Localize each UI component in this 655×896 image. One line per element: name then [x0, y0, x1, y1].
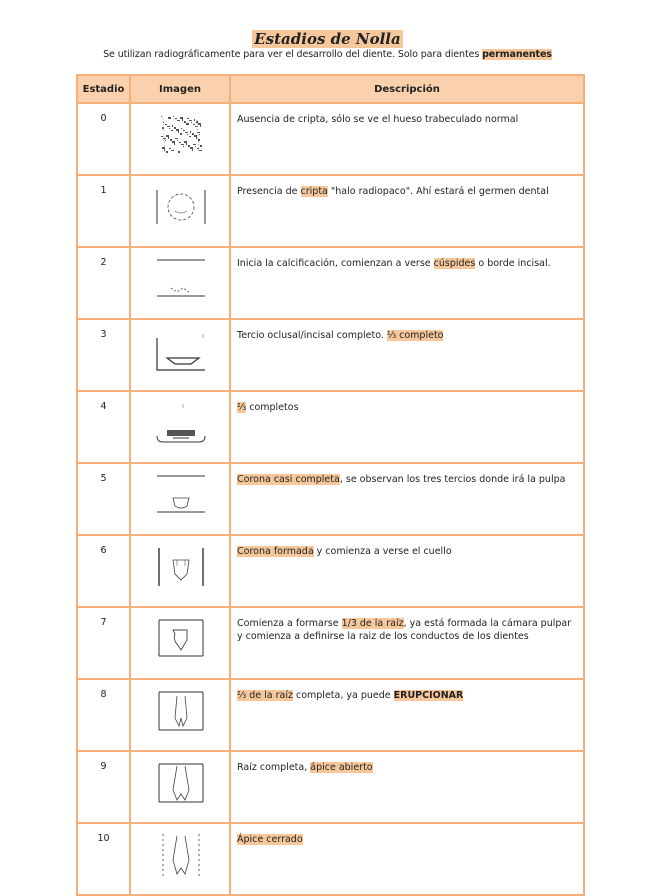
header-description: Descripción — [230, 75, 584, 103]
two-thirds-crown-icon — [130, 391, 230, 463]
description-text: "halo radiopaco". Ahí estará el germen dental — [327, 186, 549, 197]
two-thirds-root-icon — [130, 679, 230, 751]
stage-number: 1 — [77, 175, 130, 247]
stage-description — [230, 607, 584, 679]
highlighted-text: ⅓ completo — [386, 330, 444, 341]
stage-number: 5 — [77, 463, 130, 535]
one-third-root-icon — [130, 607, 230, 679]
description-text: Presencia de — [237, 186, 301, 197]
crown-almost-complete-icon — [130, 463, 230, 535]
description-text: Raíz completa, — [237, 762, 311, 773]
stage-description — [230, 751, 584, 823]
description-text: completa, ya puede — [292, 690, 394, 701]
table-row — [77, 751, 584, 823]
table-row — [77, 103, 584, 175]
nolla-stages-table — [76, 74, 585, 896]
crypt-icon — [130, 175, 230, 247]
page-subtitle: Se utilizan radiográficamente para ver el desarrollo del diente. Solo para dientes permanentes — [103, 49, 552, 60]
highlighted-text: ERUPCIONAR — [393, 690, 464, 701]
page-title: Estadios de Nolla — [254, 30, 401, 48]
stage-number: 3 — [77, 319, 130, 391]
stage-description — [230, 823, 584, 895]
description-text: y comienza a verse el cuello — [313, 546, 452, 557]
table-row — [77, 175, 584, 247]
header-stage: Estadio — [77, 75, 130, 103]
stage-number: 0 — [77, 103, 130, 175]
highlighted-text: cúspides — [433, 258, 476, 269]
table-header-row — [77, 75, 584, 103]
stage-number: 4 — [77, 391, 130, 463]
table-row — [77, 679, 584, 751]
stage-description — [230, 535, 584, 607]
highlighted-text: cripta — [300, 186, 328, 197]
header-image: Imagen — [130, 75, 230, 103]
closed-apex-icon — [130, 823, 230, 895]
stage-description — [230, 175, 584, 247]
stage-description — [230, 463, 584, 535]
highlighted-text: Corona casi completa — [237, 474, 340, 485]
highlighted-text: Ápice cerrado — [237, 834, 303, 845]
stage-description — [230, 319, 584, 391]
open-apex-icon — [130, 751, 230, 823]
description-text: Comienza a formarse — [237, 618, 342, 629]
stage-description — [230, 679, 584, 751]
table-row — [77, 391, 584, 463]
description-text: completos — [246, 402, 299, 413]
description-text: Tercio oclusal/incisal completo. — [237, 330, 387, 341]
description-text: , se observan los tres tercios donde irá la pulpa — [339, 474, 566, 485]
table-row — [77, 463, 584, 535]
initial-calcification-icon — [130, 247, 230, 319]
table-row — [77, 535, 584, 607]
crown-formed-icon — [130, 535, 230, 607]
table-row — [77, 247, 584, 319]
highlighted-text: 1/3 de la raíz — [341, 618, 404, 629]
table-row — [77, 607, 584, 679]
stage-description — [230, 391, 584, 463]
description-text: Inicia la calcificación, comienzan a verse — [237, 258, 434, 269]
stage-number: 10 — [77, 823, 130, 895]
description-text: Ausencia de cripta, sólo se ve el hueso trabeculado normal — [237, 114, 519, 125]
description-text: , ya está formada la cámara pulpar y comienza a definirse la raiz de los conductos de los dientes — [237, 618, 572, 642]
stage-number: 7 — [77, 607, 130, 679]
table-row — [77, 319, 584, 391]
subtitle-highlight: permanentes — [482, 49, 552, 60]
highlighted-text: ⅔ de la raíz — [237, 690, 293, 701]
bone-trabecular-icon — [130, 103, 230, 175]
stage-description — [230, 247, 584, 319]
stage-number: 8 — [77, 679, 130, 751]
stage-number: 6 — [77, 535, 130, 607]
stage-number: 2 — [77, 247, 130, 319]
stage-number: 9 — [77, 751, 130, 823]
table-row — [77, 823, 584, 895]
stage-description — [230, 103, 584, 175]
highlighted-text: Corona formada — [237, 546, 314, 557]
description-text: o borde incisal. — [475, 258, 551, 269]
highlighted-text: ápice abierto — [310, 762, 373, 773]
one-third-crown-icon — [130, 319, 230, 391]
highlighted-text: ⅔ — [237, 402, 247, 413]
